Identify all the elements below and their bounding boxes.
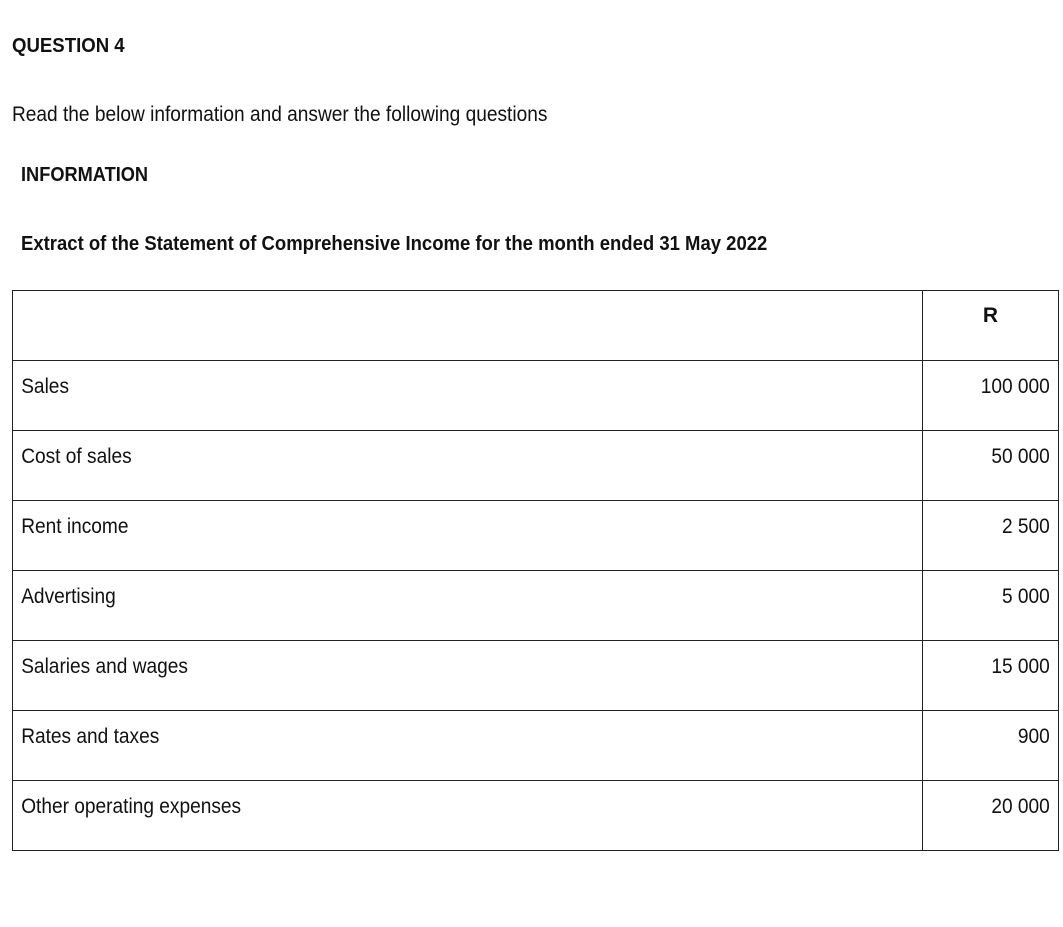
row-label: Salaries and wages bbox=[21, 655, 188, 678]
table-row bbox=[13, 501, 1059, 571]
row-label: Rates and taxes bbox=[21, 725, 160, 748]
row-amount-cell bbox=[923, 571, 1059, 641]
row-label-cell bbox=[13, 711, 923, 781]
row-label: Sales bbox=[21, 375, 69, 398]
table-row bbox=[13, 641, 1059, 711]
row-label-cell bbox=[13, 501, 923, 571]
row-amount-cell bbox=[923, 781, 1059, 851]
row-amount: 900 bbox=[1017, 725, 1050, 748]
currency-header: R bbox=[982, 304, 999, 327]
row-label: Cost of sales bbox=[21, 445, 132, 468]
header-label-cell bbox=[13, 291, 923, 361]
row-label-cell bbox=[13, 571, 923, 641]
row-amount-cell bbox=[923, 711, 1059, 781]
table-row bbox=[13, 361, 1059, 431]
row-amount: 15 000 bbox=[991, 655, 1050, 678]
row-amount-cell bbox=[923, 361, 1059, 431]
row-label: Other operating expenses bbox=[21, 795, 242, 818]
row-amount: 2 500 bbox=[1001, 515, 1050, 538]
row-amount-cell bbox=[923, 501, 1059, 571]
table-row bbox=[13, 711, 1059, 781]
row-amount: 5 000 bbox=[1001, 585, 1050, 608]
question-title: QUESTION 4 bbox=[12, 35, 125, 57]
row-amount: 20 000 bbox=[991, 795, 1050, 818]
row-label-cell bbox=[13, 361, 923, 431]
instruction-text: Read the below information and answer the following questions bbox=[12, 103, 548, 126]
table-row bbox=[13, 781, 1059, 851]
row-amount-cell bbox=[923, 641, 1059, 711]
table-row bbox=[13, 431, 1059, 501]
table-row bbox=[13, 571, 1059, 641]
row-label-cell bbox=[13, 431, 923, 501]
row-amount: 50 000 bbox=[991, 445, 1050, 468]
statement-title: Extract of the Statement of Comprehensive Income for the month ended 31 May 2022 bbox=[21, 233, 768, 255]
header-label-text bbox=[13, 291, 840, 304]
row-label: Rent income bbox=[21, 515, 129, 538]
information-heading: INFORMATION bbox=[21, 164, 149, 186]
row-label-cell bbox=[13, 641, 923, 711]
income-statement-table bbox=[12, 290, 1059, 851]
header-currency-cell bbox=[923, 291, 1059, 361]
row-label: Advertising bbox=[21, 585, 116, 608]
row-amount-cell bbox=[923, 431, 1059, 501]
row-label-cell bbox=[13, 781, 923, 851]
table-header-row bbox=[13, 291, 1059, 361]
row-amount: 100 000 bbox=[980, 375, 1050, 398]
